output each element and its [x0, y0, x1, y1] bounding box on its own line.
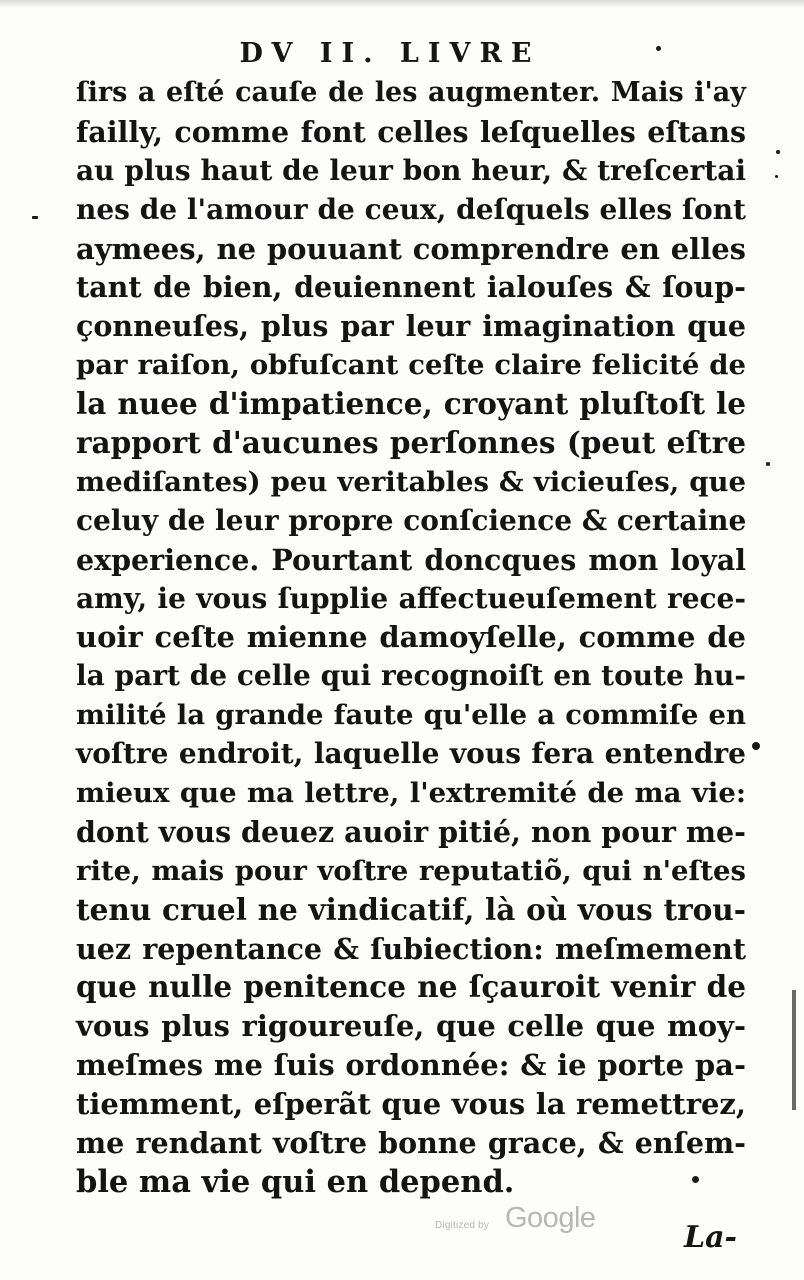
text-line: tant de bien, deuiennent ialouſes & ſoup- [76, 270, 746, 305]
ink-speck [656, 46, 661, 51]
text-line: meſmes me ſuis ordonnée: & ie porte pa- [76, 1048, 746, 1083]
text-line: que nulle penitence ne ſçauroit venir de [76, 969, 746, 1005]
text-line: aymees, ne pouuant comprendre en elles [76, 231, 746, 266]
ink-speck [766, 462, 770, 466]
running-head: DV II. LIVRE [239, 38, 541, 69]
text-line: milité la grande faute qu'elle a commiſe en [76, 699, 746, 732]
text-line: vous plus rigoureuſe, que celle que moy- [76, 1009, 746, 1044]
text-line: celuy de leur propre conſcience & certaine [76, 503, 747, 537]
text-line: rite, mais pour voſtre reputatiõ, qui n'eſtes [76, 854, 746, 887]
text-line: la nuee d'impatience, croyant pluſtoſt le [76, 386, 746, 422]
watermark-prefix: Digitized by [435, 1220, 490, 1231]
watermark-brand: Google [505, 1202, 596, 1234]
digitization-watermark [435, 1202, 605, 1242]
text-line: experience. Pourtant doncques mon loyal [76, 542, 746, 577]
text-line: mediſantes) peu veritables & vicieuſes, que [76, 465, 746, 498]
text-line: voſtre endroit, laquelle vous fera entendre [76, 737, 746, 771]
text-line: la part de celle qui recognoiſt en toute hu- [76, 659, 746, 693]
text-line: uoir ceſte mienne damoyſelle, comme de [76, 620, 746, 655]
text-line: uez repentance & ſubiection: meſmement [76, 931, 746, 966]
text-line-last: ble ma vie qui en depend. [76, 1163, 515, 1200]
ink-speck [32, 216, 38, 219]
text-line: au plus haut de leur bon heur, & treſcertai [76, 153, 746, 187]
text-line: amy, ie vous ſupplie affectueuſement rece- [76, 581, 746, 615]
ink-speck [692, 1176, 699, 1183]
body-text [76, 74, 746, 1202]
page-edge-shadow [792, 990, 796, 1110]
text-line: mieux que ma lettre, l'extremité de ma vie: [76, 777, 746, 810]
text-line: çonneuſes, plus par leur imagination que [76, 309, 746, 344]
text-line: par raiſon, obfuſcant ceſte claire felicité de [76, 349, 746, 382]
text-line: ſirs a eſté cauſe de les augmenter. Mais i'ay [76, 77, 746, 108]
ink-speck [752, 742, 760, 750]
text-line: me rendant voſtre bonne grace, & enſem- [76, 1126, 746, 1161]
text-line: dont vous deuez auoir pitié, non pour me- [76, 814, 746, 849]
text-line: tenu cruel ne vindicatif, là où vous trou- [76, 891, 746, 927]
top-edge-shadow [0, 0, 804, 8]
catchword: La- [684, 1220, 737, 1255]
text-line: rapport d'aucunes perſonnes (peut eſtre [76, 425, 746, 461]
ink-speck [775, 175, 778, 178]
text-line: failly, comme font celles leſquelles eſtans [76, 114, 746, 149]
text-line: tiemment, eſperãt que vous la remettrez, [76, 1087, 746, 1122]
text-line: nes de l'amour de ceux, deſquels elles ſont [76, 192, 746, 226]
ink-speck [776, 150, 780, 154]
